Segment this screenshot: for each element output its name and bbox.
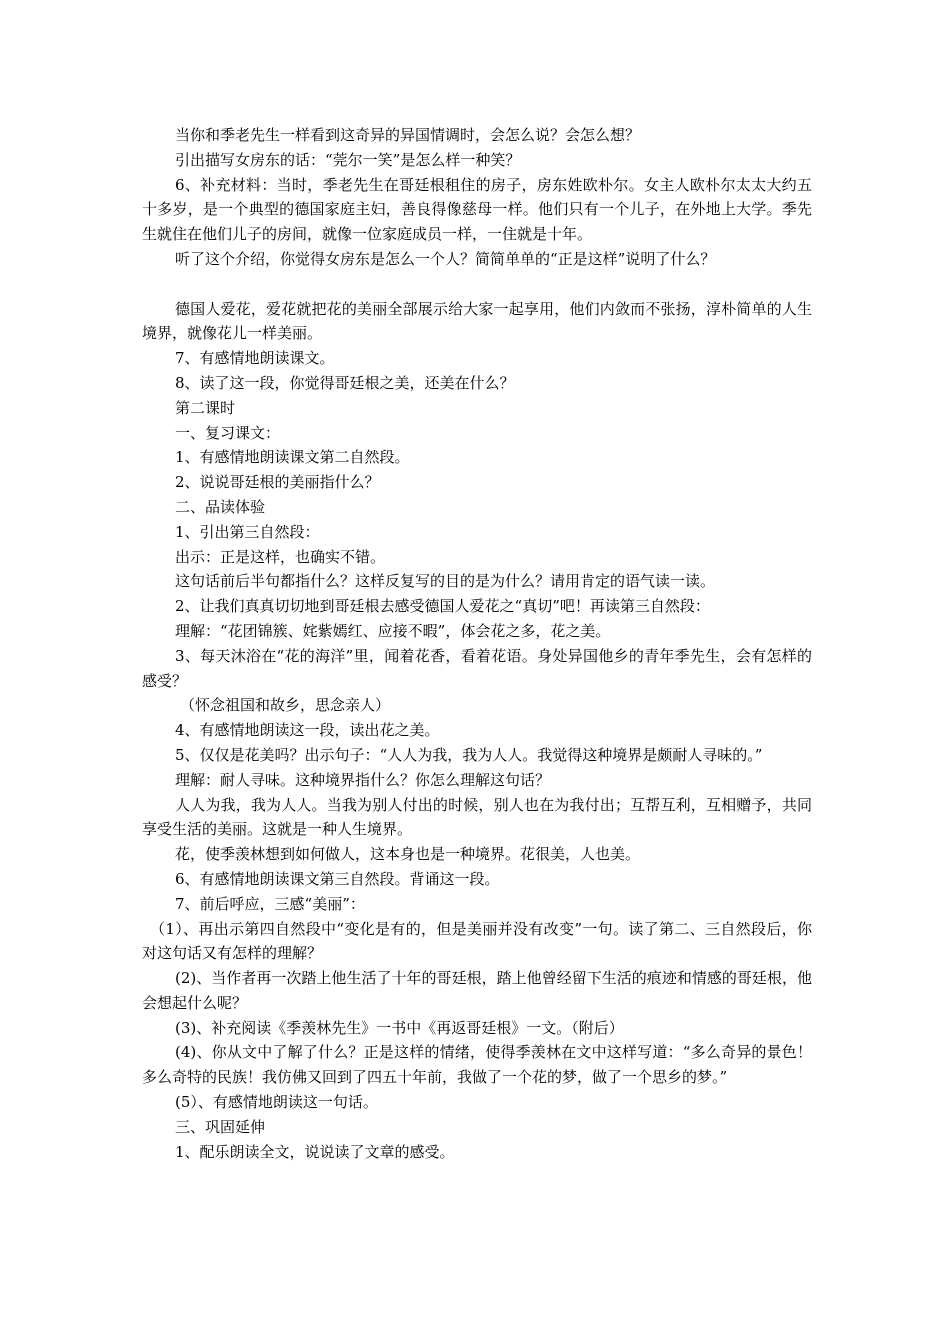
blank-line <box>142 272 812 297</box>
paragraph: 8、读了这一段，你觉得哥廷根之美，还美在什么？ <box>175 373 515 392</box>
section-heading: 第二课时 <box>175 398 236 417</box>
paragraph: (2)、当作者再一次踏上他生活了十年的哥廷根，踏上他曾经留下生活的痕迹和情感的哥廷根，他会想起什么呢？ <box>142 969 812 1012</box>
paragraph: 花，使季羡林想到如何做人，这本身也是一种境界。花很美，人也美。 <box>175 845 641 864</box>
paragraph: 1、有感情地朗读课文第二自然段。 <box>175 448 410 467</box>
paragraph: 1、配乐朗读全文，说说读了文章的感受。 <box>175 1142 455 1161</box>
paragraph: 7、前后呼应，三感“美丽”： <box>175 894 365 913</box>
paragraph: 1、引出第三自然段： <box>175 522 320 541</box>
paragraph: （1）、再出示第四自然段中“变化是有的，但是美丽并没有改变”一句。读了第二、三自然段后，你对这句话又有怎样的理解？ <box>142 919 812 963</box>
paragraph: 理解：耐人寻味。这种境界指什么？你怎么理解这句话？ <box>175 770 551 789</box>
document-body <box>142 123 812 1164</box>
paragraph: 出示：正是这样，也确实不错。 <box>175 547 386 566</box>
paragraph: 当你和季老先生一样看到这奇异的异国情调时，会怎么说？会怎么想？ <box>175 126 641 144</box>
paragraph: 4、有感情地朗读这一段，读出花之美。 <box>175 721 440 740</box>
paragraph: （怀念祖国和故乡，思念亲人） <box>180 696 391 715</box>
paragraph: 3、每天沐浴在“花的海洋”里，闻着花香，看着花语。身处异国他乡的青年季先生，会有怎样的感受？ <box>142 646 812 690</box>
paragraph: 2、让我们真真切切地到哥廷根去感受德国人爱花之“真切”吧！再读第三自然段： <box>175 597 710 616</box>
section-heading: 二、品读体验 <box>175 497 266 516</box>
paragraph: 5、仅仅是花美吗？出示句子：“人人为我，我为人人。我觉得这种境界是颇耐人寻味的。” <box>175 745 763 764</box>
paragraph: 理解：“花团锦簇、姹紫嫣红、应接不暇”，体会花之多，花之美。 <box>175 621 611 640</box>
paragraph: 人人为我，我为人人。当我为别人付出的时候，别人也在为我付出；互帮互利，互相赠予，共同享受生活的美丽。这就是一种人生境界。 <box>142 795 812 839</box>
paragraph: (4)、你从文中了解了什么？正是这样的情绪，使得季羡林在文中这样写道：“多么奇异的景色！多么奇特的民族！我仿佛又回到了四五十年前，我做了一个花的梦，做了一个思乡的梦。” <box>142 1043 812 1087</box>
paragraph: 这句话前后半句都指什么？这样反复写的目的是为什么？请用肯定的语气读一读。 <box>175 572 716 591</box>
section-heading: 三、巩固延伸 <box>175 1117 266 1136</box>
paragraph: 6、有感情地朗读课文第三自然段。背诵这一段。 <box>175 869 500 888</box>
paragraph: 6、补充材料：当时，季老先生在哥廷根租住的房子，房东姓欧朴尔。女主人欧朴尔太太大约五十多岁，是一个典型的德国家庭主妇，善良得像慈母一样。他们只有一个儿子，在外地上大学。季先生就住在他们儿子的房间，就像一位家庭成员一样，一住就是十年。 <box>142 175 812 244</box>
paragraph: 听了这个介绍，你觉得女房东是怎么一个人？简简单单的“正是这样”说明了什么？ <box>175 249 716 268</box>
paragraph: 2、说说哥廷根的美丽指什么？ <box>175 473 380 492</box>
paragraph: 7、有感情地朗读课文。 <box>175 349 335 368</box>
paragraph: (5）、有感情地朗读这一句话。 <box>175 1093 378 1112</box>
paragraph: 德国人爱花，爱花就把花的美丽全部展示给大家一起享用，他们内敛而不张扬，淳朴简单的人生境界，就像花儿一样美丽。 <box>142 299 812 343</box>
section-heading: 一、复习课文： <box>175 423 281 442</box>
paragraph: 引出描写女房东的话：“莞尔一笑”是怎么样一种笑？ <box>175 150 521 169</box>
paragraph: (3)、补充阅读《季羡林先生》一书中《再返哥廷根》一文。（附后） <box>175 1018 624 1037</box>
